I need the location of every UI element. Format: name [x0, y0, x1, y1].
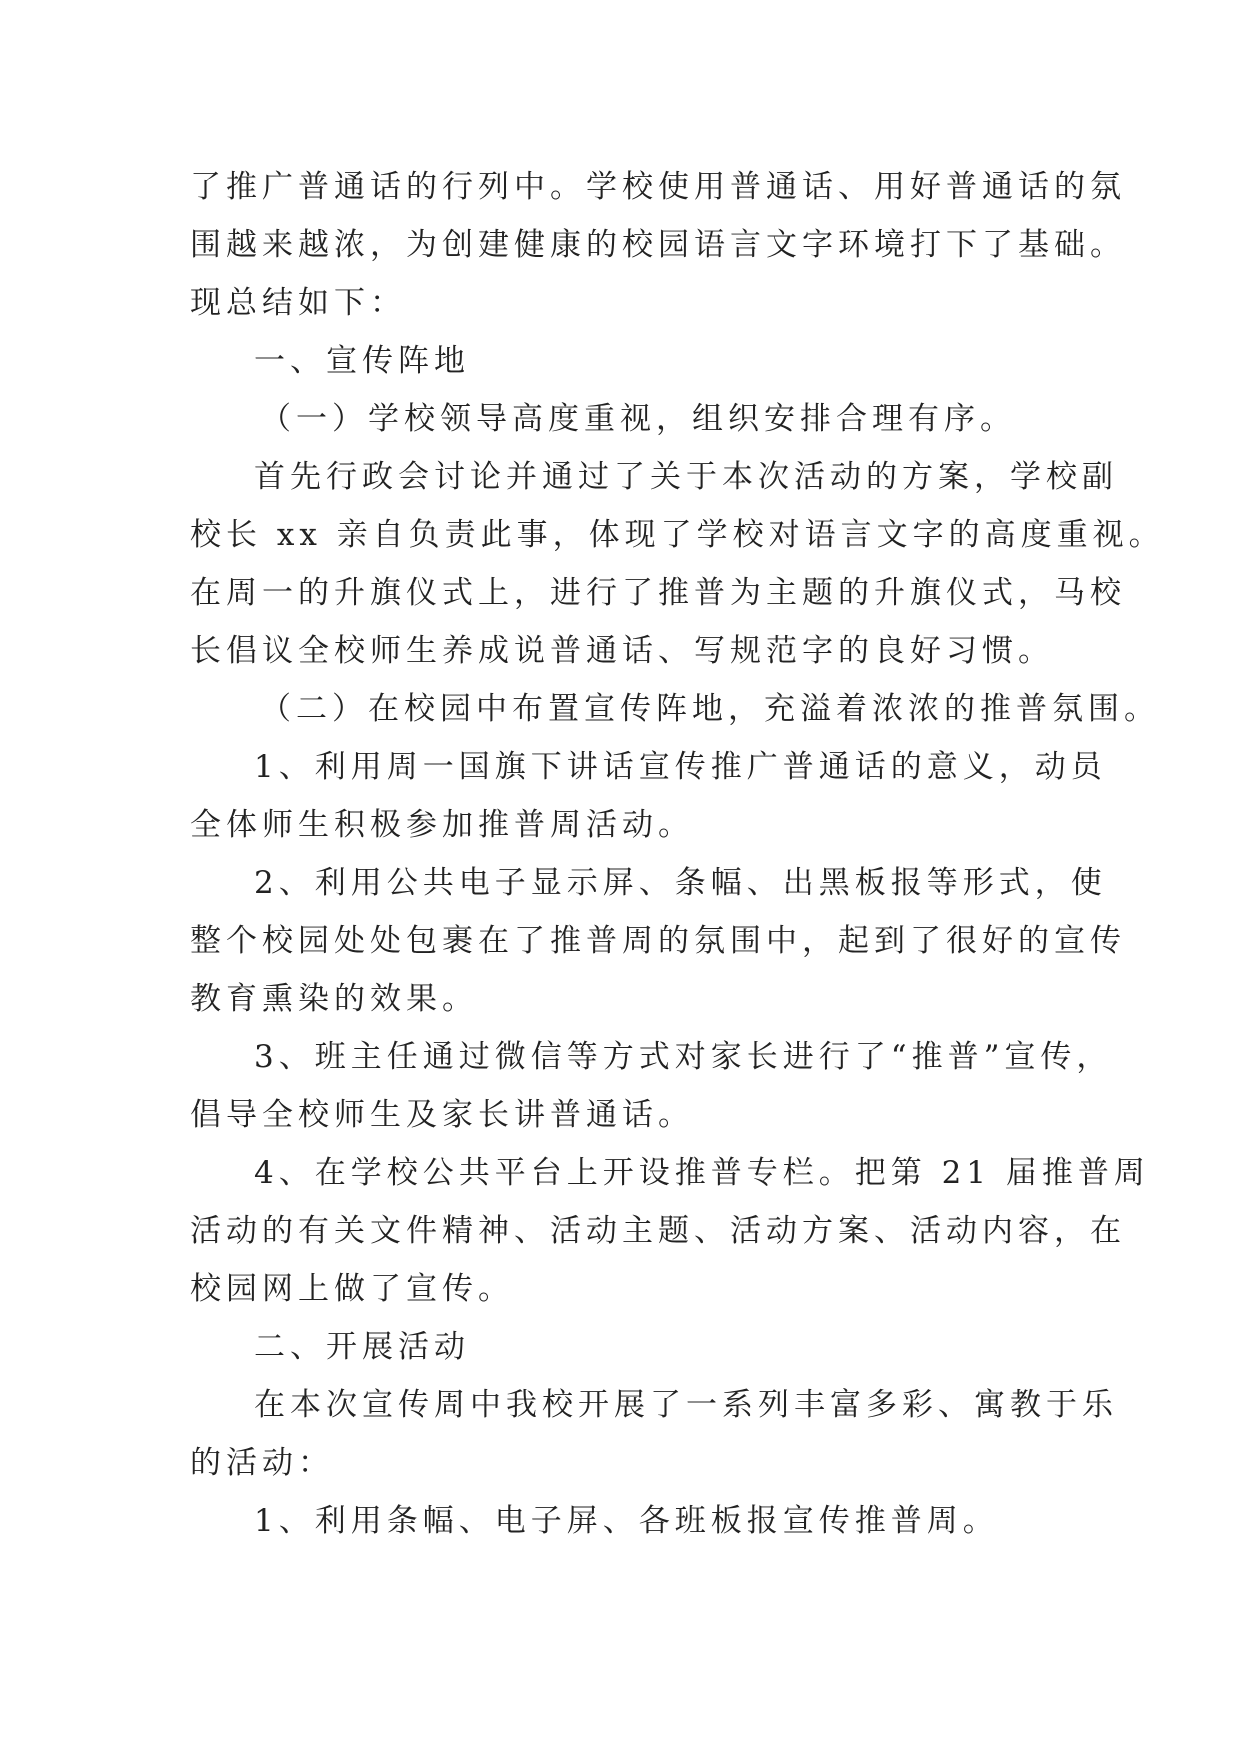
subsection-heading: （二）在校园中布置宣传阵地，充溢着浓浓的推普氛围。: [260, 691, 1160, 727]
paragraph-line: 了推广普通话的行列中。学校使用普通话、用好普通话的氛: [190, 169, 1126, 205]
list-item: 2、利用公共电子显示屏、条幅、出黑板报等形式，使: [254, 865, 1107, 901]
paragraph-line: 全体师生积极参加推普周活动。: [190, 807, 694, 843]
paragraph-line: 在周一的升旗仪式上，进行了推普为主题的升旗仪式，马校: [190, 575, 1126, 611]
document-body: [190, 158, 1165, 1550]
paragraph-line: 整个校园处处包裹在了推普周的氛围中，起到了很好的宣传: [190, 923, 1126, 959]
paragraph-line: 围越来越浓，为创建健康的校园语言文字环境打下了基础。: [190, 227, 1126, 263]
paragraph-line: 校园网上做了宣传。: [190, 1271, 514, 1307]
paragraph-line: 活动的有关文件精神、活动主题、活动方案、活动内容，在: [190, 1213, 1126, 1249]
section-heading: 一、宣传阵地: [254, 343, 470, 379]
paragraph-line: 长倡议全校师生养成说普通话、写规范字的良好习惯。: [190, 633, 1054, 669]
subsection-heading: （一）学校领导高度重视，组织安排合理有序。: [260, 401, 1016, 437]
paragraph-line: 教育熏染的效果。: [190, 981, 478, 1017]
list-item: 1、利用周一国旗下讲话宣传推广普通话的意义，动员: [254, 749, 1107, 785]
paragraph-line: 在本次宣传周中我校开展了一系列丰富多彩、寓教于乐: [254, 1387, 1118, 1423]
paragraph-line: 现总结如下：: [190, 285, 406, 321]
section-heading: 二、开展活动: [254, 1329, 470, 1365]
list-item: 1、利用条幅、电子屏、各班板报宣传推普周。: [254, 1503, 999, 1539]
paragraph-line: 倡导全校师生及家长讲普通话。: [190, 1097, 694, 1133]
paragraph-line: 首先行政会讨论并通过了关于本次活动的方案，学校副: [254, 459, 1118, 495]
list-item: 4、在学校公共平台上开设推普专栏。把第 21 届推普周: [254, 1155, 1150, 1191]
paragraph-line: 的活动：: [190, 1445, 334, 1481]
paragraph-line: 校长 xx 亲自负责此事，体现了学校对语言文字的高度重视。: [190, 517, 1165, 553]
list-item: 3、班主任通过微信等方式对家长进行了“推普”宣传，: [254, 1039, 1113, 1075]
